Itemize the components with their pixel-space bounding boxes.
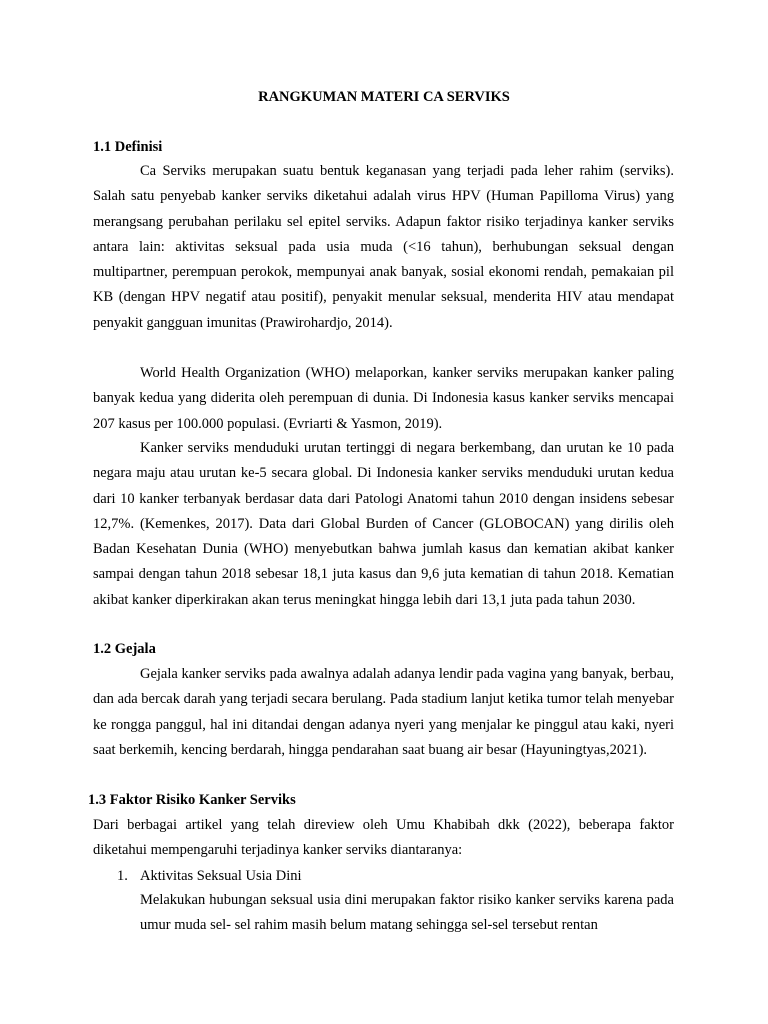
paragraph: Dari berbagai artikel yang telah direview oleh Umu Khabibah dkk (2022), beberapa faktor diketahui mempengaruhi terjadinya kanker serviks diantaranya: [93, 817, 674, 859]
section-heading-gejala: 1.2 Gejala [93, 641, 156, 657]
list-item-text: Melakukan hubungan seksual usia dini merupakan faktor risiko kanker serviks karena pada umur muda sel- sel rahim masih belum matang sehingga sel-sel tersebut rentan [140, 892, 674, 934]
section-heading-definisi: 1.1 Definisi [93, 139, 163, 155]
list-item-label: Aktivitas Seksual Usia Dini [140, 868, 302, 884]
paragraph: Kanker serviks menduduki urutan tertinggi di negara berkembang, dan urutan ke 10 pada negara maju atau urutan ke-5 secara global. Di Indonesia kanker serviks menduduki urutan kedua dari 10 kanker terbanyak berdasar data dari Patologi Anatomi tahun 2010 dengan insidens sebesar 12,7%. (Kemenkes, 2017). Data dari Global Burden of Cancer (GLOBOCAN) yang dirilis oleh Badan Kesehatan Dunia (WHO) menyebutkan bahwa jumlah kasus dan kematian akibat kanker sampai dengan tahun 2018 sebesar 18,1 juta kasus dan 9,6 juta kematian di tahun 2018. Kematian akibat kanker diperkirakan akan terus meningkat hingga lebih dari 13,1 juta pada tahun 2030. [93, 440, 674, 608]
paragraph: Ca Serviks merupakan suatu bentuk keganasan yang terjadi pada leher rahim (serviks). Salah satu penyebab kanker serviks diketahui adalah virus HPV (Human Papilloma Virus) yang merangsang perubahan perilaku sel epitel serviks. Adapun faktor risiko terjadinya kanker serviks antara lain: aktivitas seksual pada usia muda (<16 tahun), berhubungan seksual dengan multipartner, perempuan perokok, mempunyai anak banyak, sosial ekonomi rendah, pemakaian pil KB (dengan HPV negatif atau positif), penyakit menular seksual, menderita HIV atau mendapat penyakit gangguan imunitas (Prawirohardjo, 2014). [93, 163, 674, 331]
section-heading-faktor-risiko: 1.3 Faktor Risiko Kanker Serviks [88, 792, 296, 808]
document-title: RANGKUMAN MATERI CA SERVIKS [258, 89, 510, 105]
list-item-number: 1. [117, 868, 128, 884]
paragraph: Gejala kanker serviks pada awalnya adalah adanya lendir pada vagina yang banyak, berbau, dan ada bercak darah yang terjadi secara berulang. Pada stadium lanjut ketika tumor telah menyebar ke rongga panggul, hal ini ditandai dengan adanya nyeri yang menjalar ke pinggul atau kaki, nyeri saat berkemih, kencing berdarah, hingga pendarahan saat buang air besar (Hayuningtyas,2021). [93, 666, 674, 758]
paragraph: World Health Organization (WHO) melaporkan, kanker serviks merupakan kanker paling banyak kedua yang diderita oleh perempuan di dunia. Di Indonesia kasus kanker serviks mencapai 207 kasus per 100.000 populasi. (Evriarti & Yasmon, 2019). [93, 365, 674, 432]
